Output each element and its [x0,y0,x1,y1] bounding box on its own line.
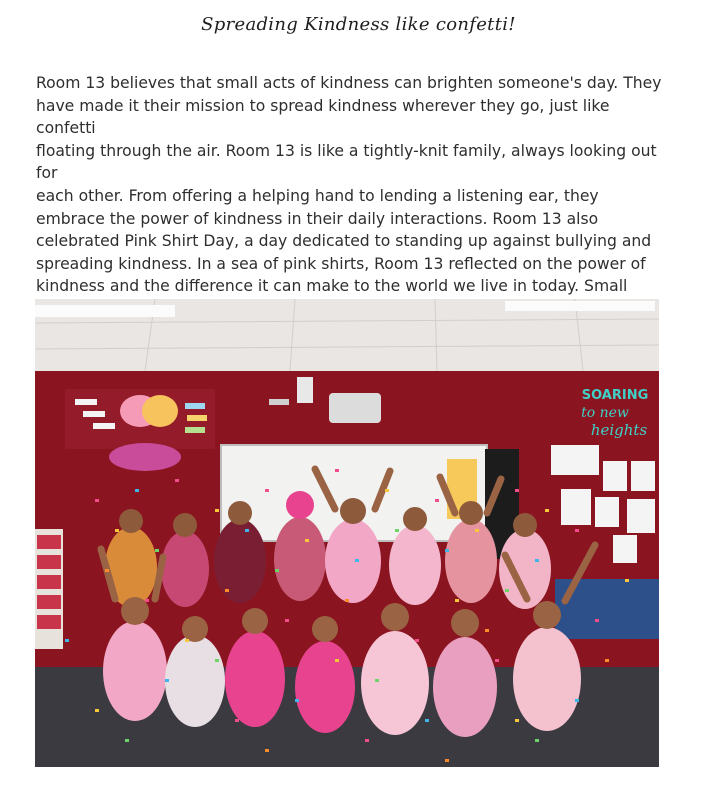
paper-decoration [109,443,181,471]
class-photo [35,299,659,767]
wall-sign-line3: heights [590,421,648,439]
ceiling-light [35,305,175,317]
speaker [297,377,313,403]
article-paragraph: Room 13 believes that small acts of kindness can brighten someone's day. They have made it their mission to spread kindness wherever they go, just like confetti floating through the air. Room 13 is like a tightly-knit family, always looking out for each other. From offering a helping hand to lending a listening ear, they embrace the power of kindness in their daily interactions. Room 13 also celebrated Pink Shirt Day, a day dedicated to standing up against bullying and spreading kindness. In a sea of pink shirts, Room 13 reflected on the power of kindness and the difference it can make to the world we live in today. Small [36,74,662,296]
wall-sign-line2: to new [581,405,629,421]
wall-sign-line1: SOARING [581,388,649,403]
page-title: Spreading Kindness like confetti! [201,14,516,35]
projector [329,393,381,423]
pink-wig [286,491,314,519]
ceiling-light-2 [505,301,655,311]
